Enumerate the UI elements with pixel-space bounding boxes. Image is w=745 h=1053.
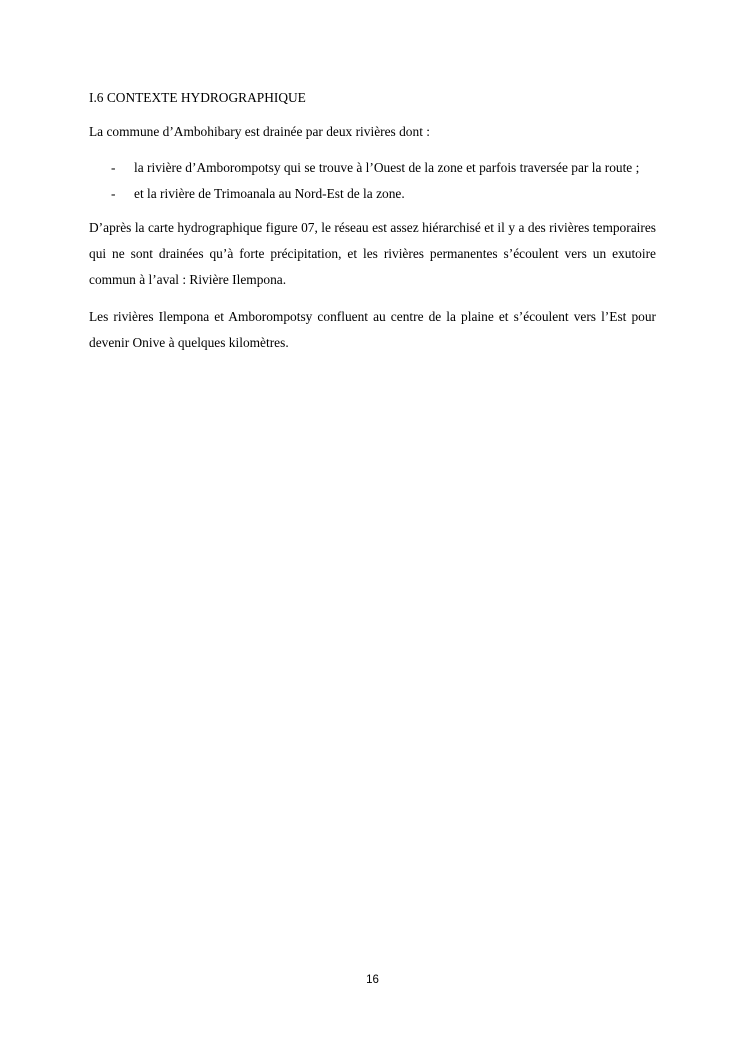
bullet-dash: - [111, 160, 116, 175]
confluence-paragraph: Les rivières Ilempona et Amborompotsy confluent au centre de la plaine et s’écoulent vers l’Est pour devenir Onive à quelques kilomètres. [89, 309, 656, 350]
list-item [89, 155, 656, 181]
page-content [89, 88, 656, 356]
list-item-text: la rivière d’Amborompotsy qui se trouve à l’Ouest de la zone et parfois traversée par la route ; [134, 160, 640, 175]
list-item-text: et la rivière de Trimoanala au Nord-Est de la zone. [134, 186, 405, 201]
list-item [89, 181, 656, 207]
section-heading: I.6 CONTEXTE HYDROGRAPHIQUE [89, 90, 306, 105]
hydrographic-network-paragraph: D’après la carte hydrographique figure 07, le réseau est assez hiérarchisé et il y a des rivières temporaires qui ne sont drainées qu’à forte précipitation, et les rivières permanentes s’écoulent vers un exutoire commun à l’aval : Rivière Ilempona. [89, 220, 656, 287]
intro-paragraph: La commune d’Ambohibary est drainée par deux rivières dont : [89, 124, 430, 139]
page-number: 16 [366, 974, 379, 986]
bullet-dash: - [111, 186, 116, 201]
river-list [89, 155, 656, 207]
